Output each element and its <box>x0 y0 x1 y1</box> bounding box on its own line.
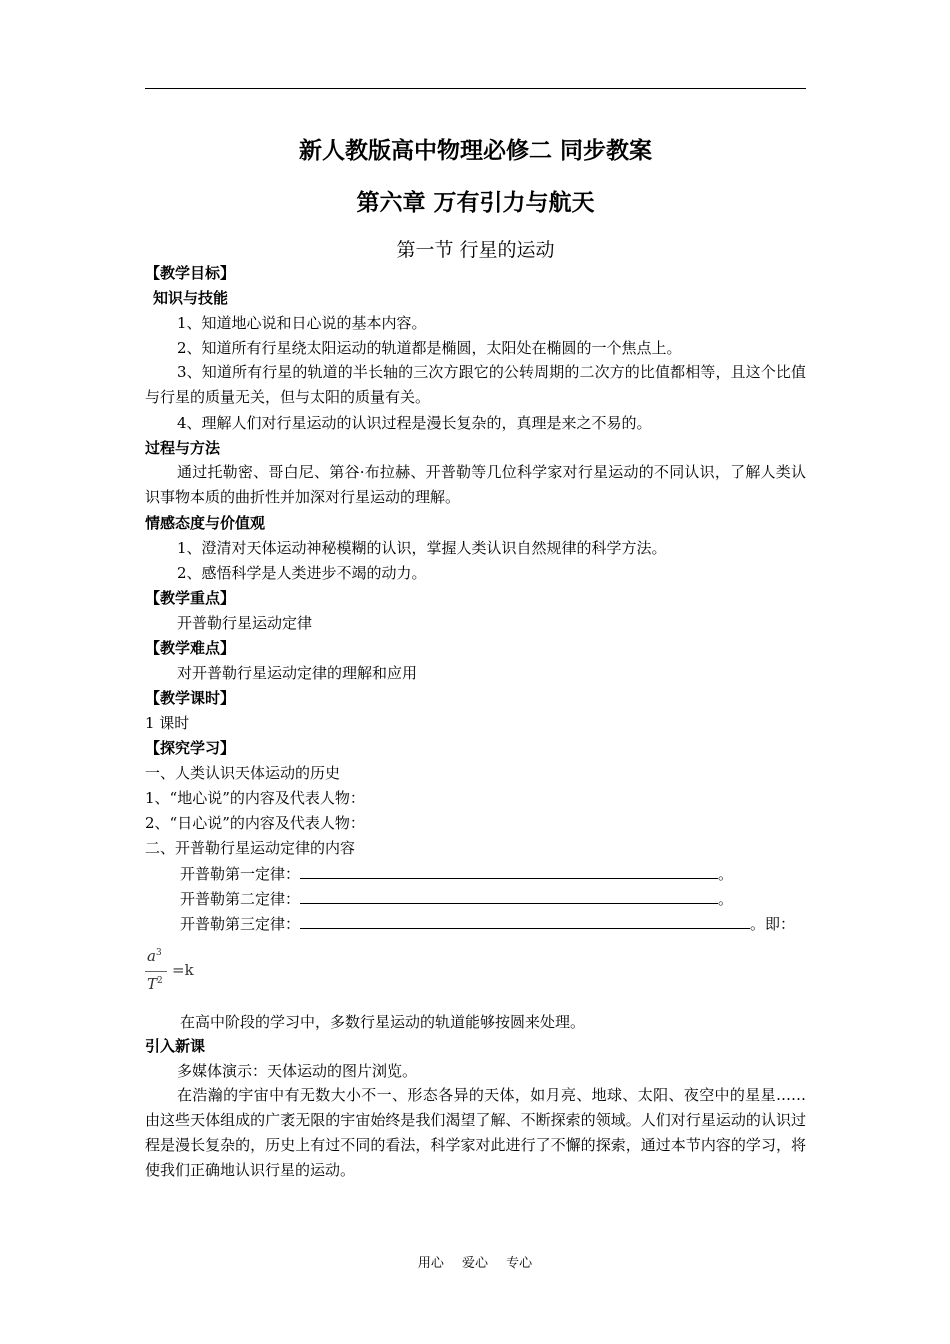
inquiry-note: 在高中阶段的学习中，多数行星运动的轨道能够按圆来处理。 <box>180 1013 586 1031</box>
inquiry-line-1: 一、人类认识天体运动的历史 <box>145 764 341 782</box>
emotion-item-2: 2、感悟科学是人类进步不竭的动力。 <box>177 564 427 582</box>
difficulty-text: 对开普勒行星运动定律的理解和应用 <box>177 664 418 682</box>
kepler-law-2 <box>180 887 733 910</box>
formula-den-base: T <box>147 975 158 993</box>
formula-num-exp: 3 <box>155 948 162 958</box>
kepler-law-2-blank[interactable] <box>300 887 718 904</box>
page-footer: 用心 爱心 专心 <box>417 1256 533 1271</box>
key-point-text: 开普勒行星运动定律 <box>177 614 313 632</box>
intro-line-1: 多媒体演示：天体运动的图片浏览。 <box>177 1062 418 1080</box>
chapter-title: 第六章 万有引力与航天 <box>356 190 595 216</box>
formula-den-exp: 2 <box>157 976 163 986</box>
kepler-third-law-formula <box>145 947 215 999</box>
formula-num-base: a <box>147 947 156 965</box>
kepler-law-2-period: 。 <box>718 890 734 908</box>
knowledge-item-4: 4、理解人们对行星运动的认识过程是漫长复杂的，真理是来之不易的。 <box>177 414 652 432</box>
formula-numerator <box>147 947 162 965</box>
inquiry-heading: 【探究学习】 <box>145 739 236 757</box>
process-heading: 过程与方法 <box>145 439 221 457</box>
kepler-law-3-suffix: 。即： <box>750 915 796 933</box>
process-text: 通过托勒密、哥白尼、第谷·布拉赫、开普勒等几位科学家对行星运动的不同认识，了解人类认识事物本质的曲折性并加深对行星运动的理解。 <box>145 463 806 506</box>
kepler-law-1 <box>180 862 733 885</box>
formula-denominator <box>147 975 163 993</box>
inquiry-line-3: 2、“日心说”的内容及代表人物： <box>145 814 365 832</box>
kepler-law-1-period: 。 <box>718 865 734 883</box>
header-rule <box>145 88 806 89</box>
objectives-heading: 【教学目标】 <box>145 264 236 282</box>
difficulty-heading: 【教学难点】 <box>145 639 236 657</box>
kepler-law-3 <box>180 912 795 935</box>
knowledge-item-3: 3、知道所有行星的轨道的半长轴的三次方跟它的公转周期的二次方的比值都相等，且这个比值与行星的质量无关，但与太阳的质量有关。 <box>145 363 806 406</box>
emotion-item-1: 1、澄清对天体运动神秘模糊的认识，掌握人类认识自然规律的科学方法。 <box>177 539 667 557</box>
hours-text: 1 课时 <box>145 714 190 732</box>
formula-fraction-bar <box>145 971 167 972</box>
kepler-law-1-label: 开普勒第一定律： <box>180 865 301 883</box>
kepler-law-3-label: 开普勒第三定律： <box>180 915 301 933</box>
kepler-law-3-blank[interactable] <box>300 912 750 929</box>
kepler-law-1-blank[interactable] <box>300 862 718 879</box>
knowledge-item-1: 1、知道地心说和日心说的基本内容。 <box>177 314 427 332</box>
kepler-law-2-label: 开普勒第二定律： <box>180 890 301 908</box>
intro-heading: 引入新课 <box>145 1037 206 1055</box>
hours-heading: 【教学课时】 <box>145 689 236 707</box>
formula-rhs: =k <box>172 961 194 979</box>
key-point-heading: 【教学重点】 <box>145 589 236 607</box>
knowledge-heading: 知识与技能 <box>153 289 229 307</box>
knowledge-item-2: 2、知道所有行星绕太阳运动的轨道都是椭圆，太阳处在椭圆的一个焦点上。 <box>177 339 682 357</box>
emotion-heading: 情感态度与价值观 <box>145 514 266 532</box>
inquiry-line-2: 1、“地心说”的内容及代表人物： <box>145 789 365 807</box>
intro-paragraph: 在浩瀚的宇宙中有无数大小不一、形态各异的天体，如月亮、地球、太阳、夜空中的星星……由这些天体组成的广袤无限的宇宙始终是我们渴望了解、不断探索的领域。人们对行星运动的认识过程是漫长复杂的，历史上有过不同的看法，科学家对此进行了不懈的探索，通过本节内容的学习，将使我们正确地认识行星的运动。 <box>145 1086 806 1179</box>
inquiry-line-4: 二、开普勒行星运动定律的内容 <box>145 839 356 857</box>
document-title: 新人教版高中物理必修二 同步教案 <box>298 138 652 164</box>
section-title: 第一节 行星的运动 <box>396 239 555 261</box>
